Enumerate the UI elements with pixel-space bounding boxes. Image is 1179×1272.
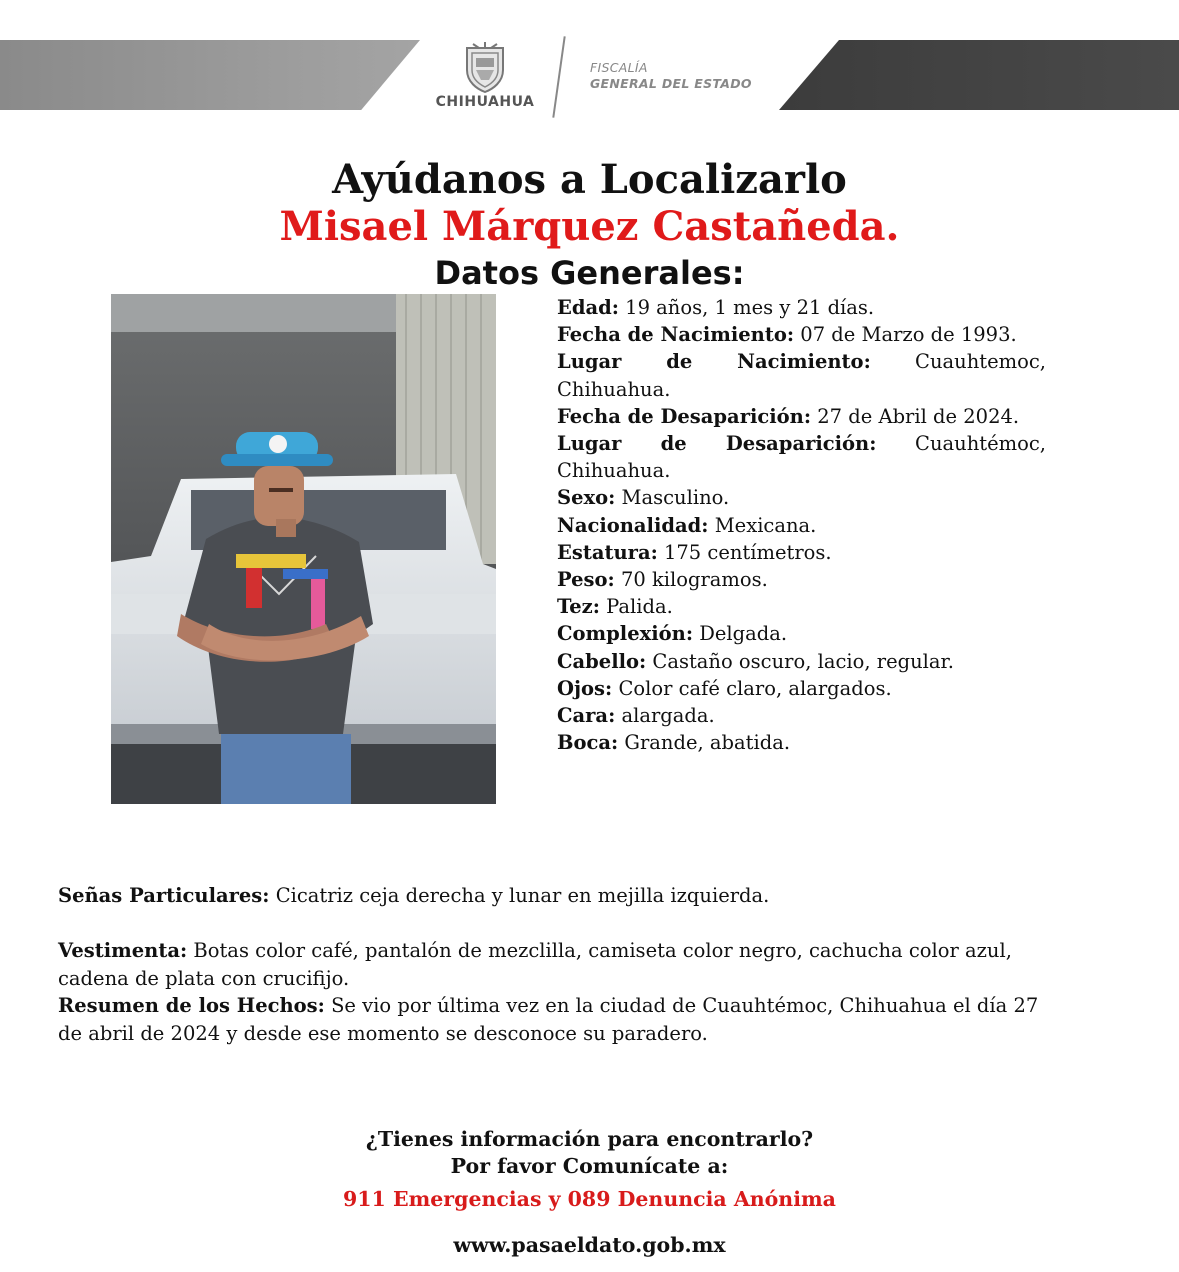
distinguishing-marks <box>58 882 1058 910</box>
emergency-numbers: 911 Emergencias y 089 Denuncia Anónima <box>343 1187 836 1211</box>
events-summary <box>58 992 1058 1048</box>
state-shield-icon <box>463 42 507 94</box>
header-band-left <box>0 40 420 110</box>
section-title: Datos Generales: <box>434 254 745 292</box>
detail-ojos <box>557 675 1046 702</box>
detail-fecha-nacimiento <box>557 321 1046 348</box>
detail-complexion <box>557 620 1046 647</box>
page-title: Ayúdanos a Localizarlo <box>332 156 847 203</box>
detail-value: 19 años, 1 mes y 21 días. <box>625 296 875 319</box>
detail-lugar-nacimiento <box>557 348 1046 402</box>
detail-value: alargada. <box>621 704 715 728</box>
detail-fecha-desaparicion <box>557 403 1046 430</box>
detail-label: Boca: <box>557 731 619 755</box>
detail-value: 07 de Marzo de 1993. <box>800 323 1017 347</box>
detail-label: Tez: <box>557 595 600 619</box>
detail-cabello <box>557 648 1046 675</box>
detail-value: 175 centímetros. <box>663 540 832 564</box>
detail-boca <box>557 729 1046 756</box>
detail-label: Ojos: <box>557 676 613 700</box>
website-link[interactable]: www.pasaeldato.gob.mx <box>453 1233 726 1257</box>
agency-line-2: GENERAL DEL ESTADO <box>590 76 752 91</box>
detail-label: Cara: <box>557 704 616 728</box>
detail-value: 27 de Abril de 2024. <box>817 404 1020 428</box>
general-data-list <box>557 294 1046 756</box>
missing-person-name: Misael Márquez Castañeda. <box>279 203 900 250</box>
detail-value: Masculino. <box>621 486 730 510</box>
detail-value: Cuauhtémoc, Chihuahua. <box>557 432 1046 483</box>
detail-label: Fecha de Desaparición: <box>557 404 812 428</box>
agency-line-1: FISCALÍA <box>590 60 648 75</box>
detail-value: Delgada. <box>699 622 788 646</box>
agency-logo <box>425 34 785 124</box>
detail-value: Mexicana. <box>714 513 817 537</box>
senas-label: Señas Particulares: <box>58 884 270 907</box>
detail-tez <box>557 593 1046 620</box>
detail-value: Palida. <box>606 595 673 619</box>
detail-value: 70 kilogramos. <box>620 568 768 592</box>
vestimenta-value: Botas color café, pantalón de mezclilla, camiseta color negro, cachucha color azul, cadena de plata con crucifijo. <box>58 939 1012 990</box>
resumen-value: Se vio por última vez en la ciudad de Cuauhtémoc, Chihuahua el día 27 de abril de 2024 y desde ese momento se desconoce su paradero. <box>58 994 1039 1045</box>
detail-label: Estatura: <box>557 540 658 564</box>
detail-edad <box>557 294 1046 321</box>
detail-label: Nacionalidad: <box>557 513 709 537</box>
detail-label: Fecha de Nacimiento: <box>557 323 795 347</box>
detail-nacionalidad <box>557 512 1046 539</box>
detail-value: Castaño oscuro, lacio, regular. <box>652 649 954 673</box>
detail-lugar-desaparicion <box>557 430 1046 484</box>
state-name: CHIHUAHUA <box>435 94 535 110</box>
detail-label: Sexo: <box>557 486 616 510</box>
clothing-description <box>58 937 1038 993</box>
detail-label: Lugar de Nacimiento: <box>557 350 871 374</box>
detail-peso <box>557 566 1046 593</box>
detail-label: Cabello: <box>557 649 647 673</box>
detail-label: Lugar de Desaparición: <box>557 432 877 456</box>
cta-contact: Por favor Comunícate a: <box>450 1154 729 1178</box>
vestimenta-label: Vestimenta: <box>58 939 188 962</box>
detail-label: Peso: <box>557 568 615 592</box>
detail-cara <box>557 702 1046 729</box>
cta-question: ¿Tienes información para encontrarlo? <box>365 1127 814 1151</box>
detail-value: Color café claro, alargados. <box>618 676 892 700</box>
detail-value: Cuauhtemoc, Chihuahua. <box>557 350 1046 401</box>
detail-label: Complexión: <box>557 622 694 646</box>
logo-divider <box>552 36 565 117</box>
missing-person-photo <box>111 294 496 804</box>
detail-value: Grande, abatida. <box>624 731 791 755</box>
senas-value: Cicatriz ceja derecha y lunar en mejilla izquierda. <box>275 884 770 907</box>
header-band-right <box>779 40 1179 110</box>
resumen-label: Resumen de los Hechos: <box>58 994 325 1017</box>
detail-label: Edad: <box>557 296 619 319</box>
detail-estatura <box>557 539 1046 566</box>
detail-sexo <box>557 484 1046 511</box>
